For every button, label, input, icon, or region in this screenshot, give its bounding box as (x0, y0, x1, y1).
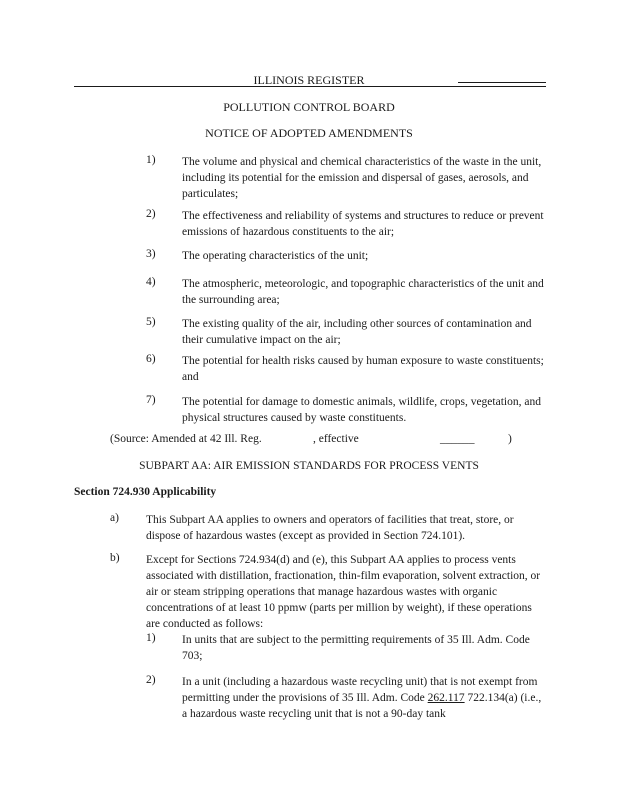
factor-number: 1) (146, 154, 156, 166)
factor-text: The existing quality of the air, including other sources of contamination and their cumulative impact on the air; (182, 318, 532, 346)
factor-text: The atmospheric, meteorologic, and topographic characteristics of the unit and the surrounding area; (182, 278, 544, 306)
code-link-262-117[interactable]: 262.117 (427, 692, 465, 704)
factor-text: The potential for health risks caused by human exposure to waste constituents; and (182, 355, 544, 383)
subsection-a-text: This Subpart AA applies to owners and operators of facilities that treat, store, or dispose of hazardous wastes (except as provided in Section 724.101). (146, 514, 514, 542)
notice-title: NOTICE OF ADOPTED AMENDMENTS (205, 126, 413, 140)
item-b1-text: In units that are subject to the permitting requirements of 35 Ill. Adm. Code 703; (182, 634, 530, 662)
subsection-b-text: Except for Sections 724.934(d) and (e), this Subpart AA applies to process vents associated with distillation, fractionation, thin-film evaporation, solvent extraction, or air or steam stripping operations that manage hazardous wastes with organic concentrations of at least 10 ppmw (parts per million by weight), if these operations are conducted as follows: (146, 554, 541, 630)
factor-text: The potential for damage to domestic animals, wildlife, crops, vegetation, and physical structures caused by waste constituents. (182, 396, 541, 424)
subpart-title: SUBPART AA: AIR EMISSION STANDARDS FOR PROCESS VENTS (139, 460, 479, 472)
source-blank: ______ (440, 433, 475, 445)
item-b2-text-post: 722.134(a) (i.e., a hazardous waste recycling unit that is not a 90-day tank (182, 692, 542, 720)
factor-number: 4) (146, 276, 156, 288)
factor-number: 2) (146, 208, 156, 220)
factor-number: 5) (146, 316, 156, 328)
factor-text: The volume and physical and chemical characteristics of the waste in the unit, including its potential for the emission and dispersal of gases, aerosols, and particulates; (182, 156, 542, 200)
section-heading: Section 724.930 Applicability (74, 486, 217, 498)
factor-text: The effectiveness and reliability of systems and structures to reduce or prevent emissions of hazardous constituents to the air; (182, 210, 544, 238)
factor-text: The operating characteristics of the unit; (182, 250, 369, 262)
factor-number: 7) (146, 394, 156, 406)
item-b1-number: 1) (146, 632, 156, 644)
source-close: ) (508, 433, 512, 445)
source-prefix: (Source: Amended at 42 Ill. Reg. (110, 433, 262, 445)
item-b2-text-pre: In a unit (including a hazardous waste recycling unit) that is not exempt from permitting under the provisions of 35 Ill. Adm. Code (182, 676, 538, 704)
item-b2-text (182, 674, 546, 722)
register-title: ILLINOIS REGISTER (253, 73, 365, 87)
subsection-b-number: b) (110, 552, 120, 564)
factor-number: 6) (146, 353, 156, 365)
source-effective: , effective (313, 433, 359, 445)
item-b2-number: 2) (146, 674, 156, 686)
board-title: POLLUTION CONTROL BOARD (223, 100, 395, 114)
subsection-a-number: a) (110, 512, 119, 524)
factor-number: 3) (146, 248, 156, 260)
